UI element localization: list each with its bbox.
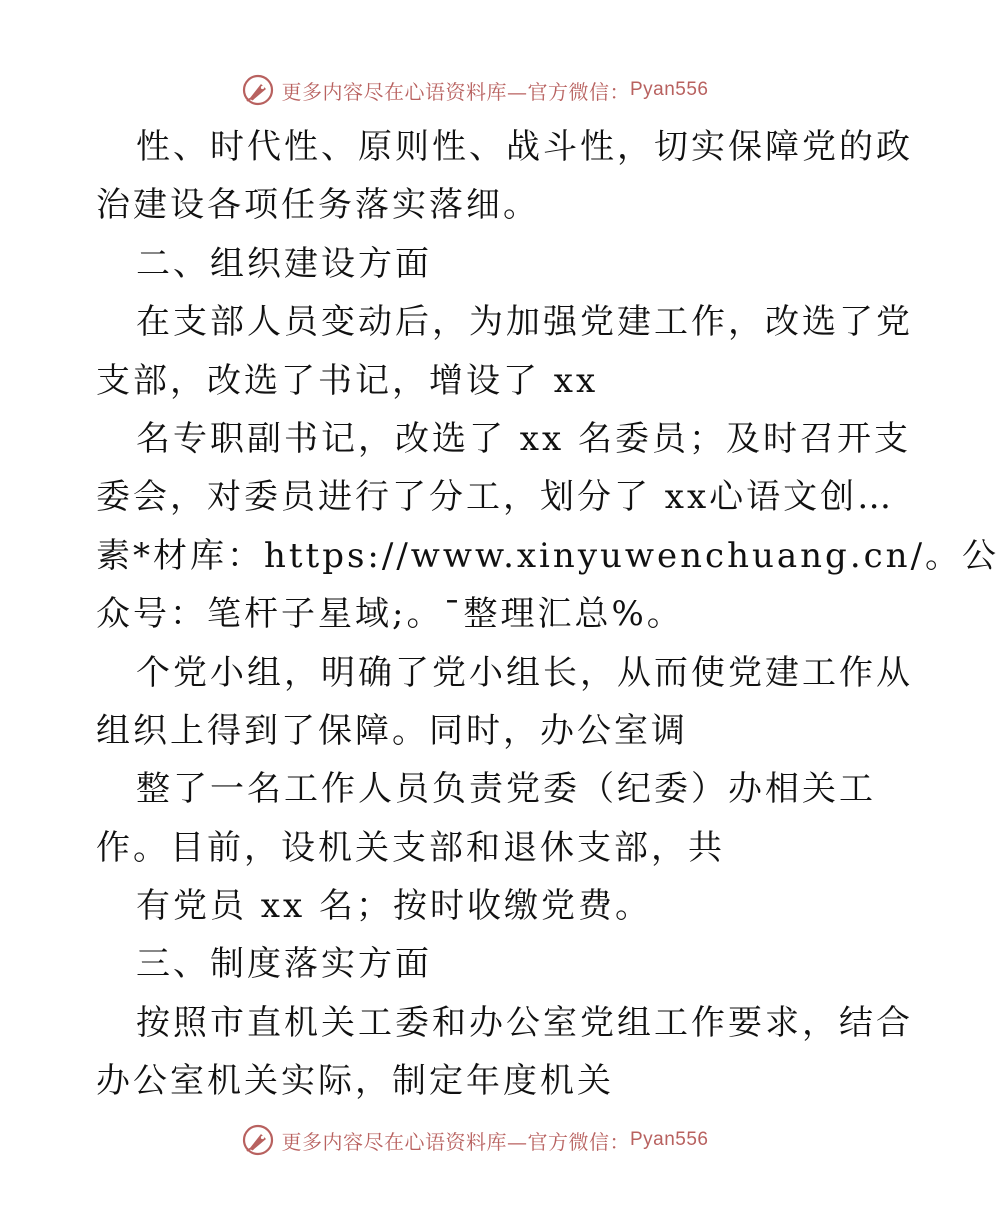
body-line: 治建设各项任务落实落细。 [96, 185, 540, 226]
body-line: 支部，改选了书记，增设了 xx [96, 360, 599, 401]
watermark-banner-bottom [241, 1123, 708, 1157]
page-footer [0, 1120, 950, 1160]
body-line: 整了一名工作人员负责党委（纪委）办相关工 [136, 769, 876, 810]
body-line: 素*材库：https://www.xinyuwenchuang.cn/。公 [96, 535, 999, 576]
pen-nib-logo-icon [241, 1123, 275, 1157]
body-line: 众号：笔杆子星域;。¯整理汇总%。 [96, 594, 684, 635]
body-line: 在支部人员变动后，为加强党建工作，改选了党 [136, 302, 913, 343]
header-text: 更多内容尽在心语资料库—官方微信： [281, 79, 630, 104]
body-line: 办公室机关实际，制定年度机关 [96, 1061, 614, 1102]
header-account: Pyan556 [629, 79, 709, 100]
body-line: 作。目前，设机关支部和退休支部，共 [96, 827, 725, 868]
body-line: 委会，对委员进行了分工，划分了 xx心语文创… [96, 477, 895, 518]
page-header [0, 70, 950, 110]
watermark-banner-top [241, 73, 708, 107]
body-line: 有党员 xx 名；按时收缴党费。 [136, 886, 652, 927]
section-heading: 二、组织建设方面 [136, 243, 432, 284]
body-line: 性、时代性、原则性、战斗性，切实保障党的政 [136, 127, 913, 167]
body-line: 名专职副书记，改选了 xx 名委员；及时召开支 [136, 418, 911, 459]
footer-text: 更多内容尽在心语资料库—官方微信： [281, 1129, 630, 1154]
document-body [96, 118, 999, 1111]
body-line: 按照市直机关工委和办公室党组工作要求，结合 [136, 1002, 913, 1043]
body-line: 组织上得到了保障。同时，办公室调 [96, 710, 688, 751]
body-line: 个党小组，明确了党小组长，从而使党建工作从 [136, 652, 913, 693]
pen-nib-logo-icon [241, 73, 275, 107]
section-heading: 三、制度落实方面 [136, 944, 432, 985]
footer-account: Pyan556 [629, 1129, 709, 1150]
